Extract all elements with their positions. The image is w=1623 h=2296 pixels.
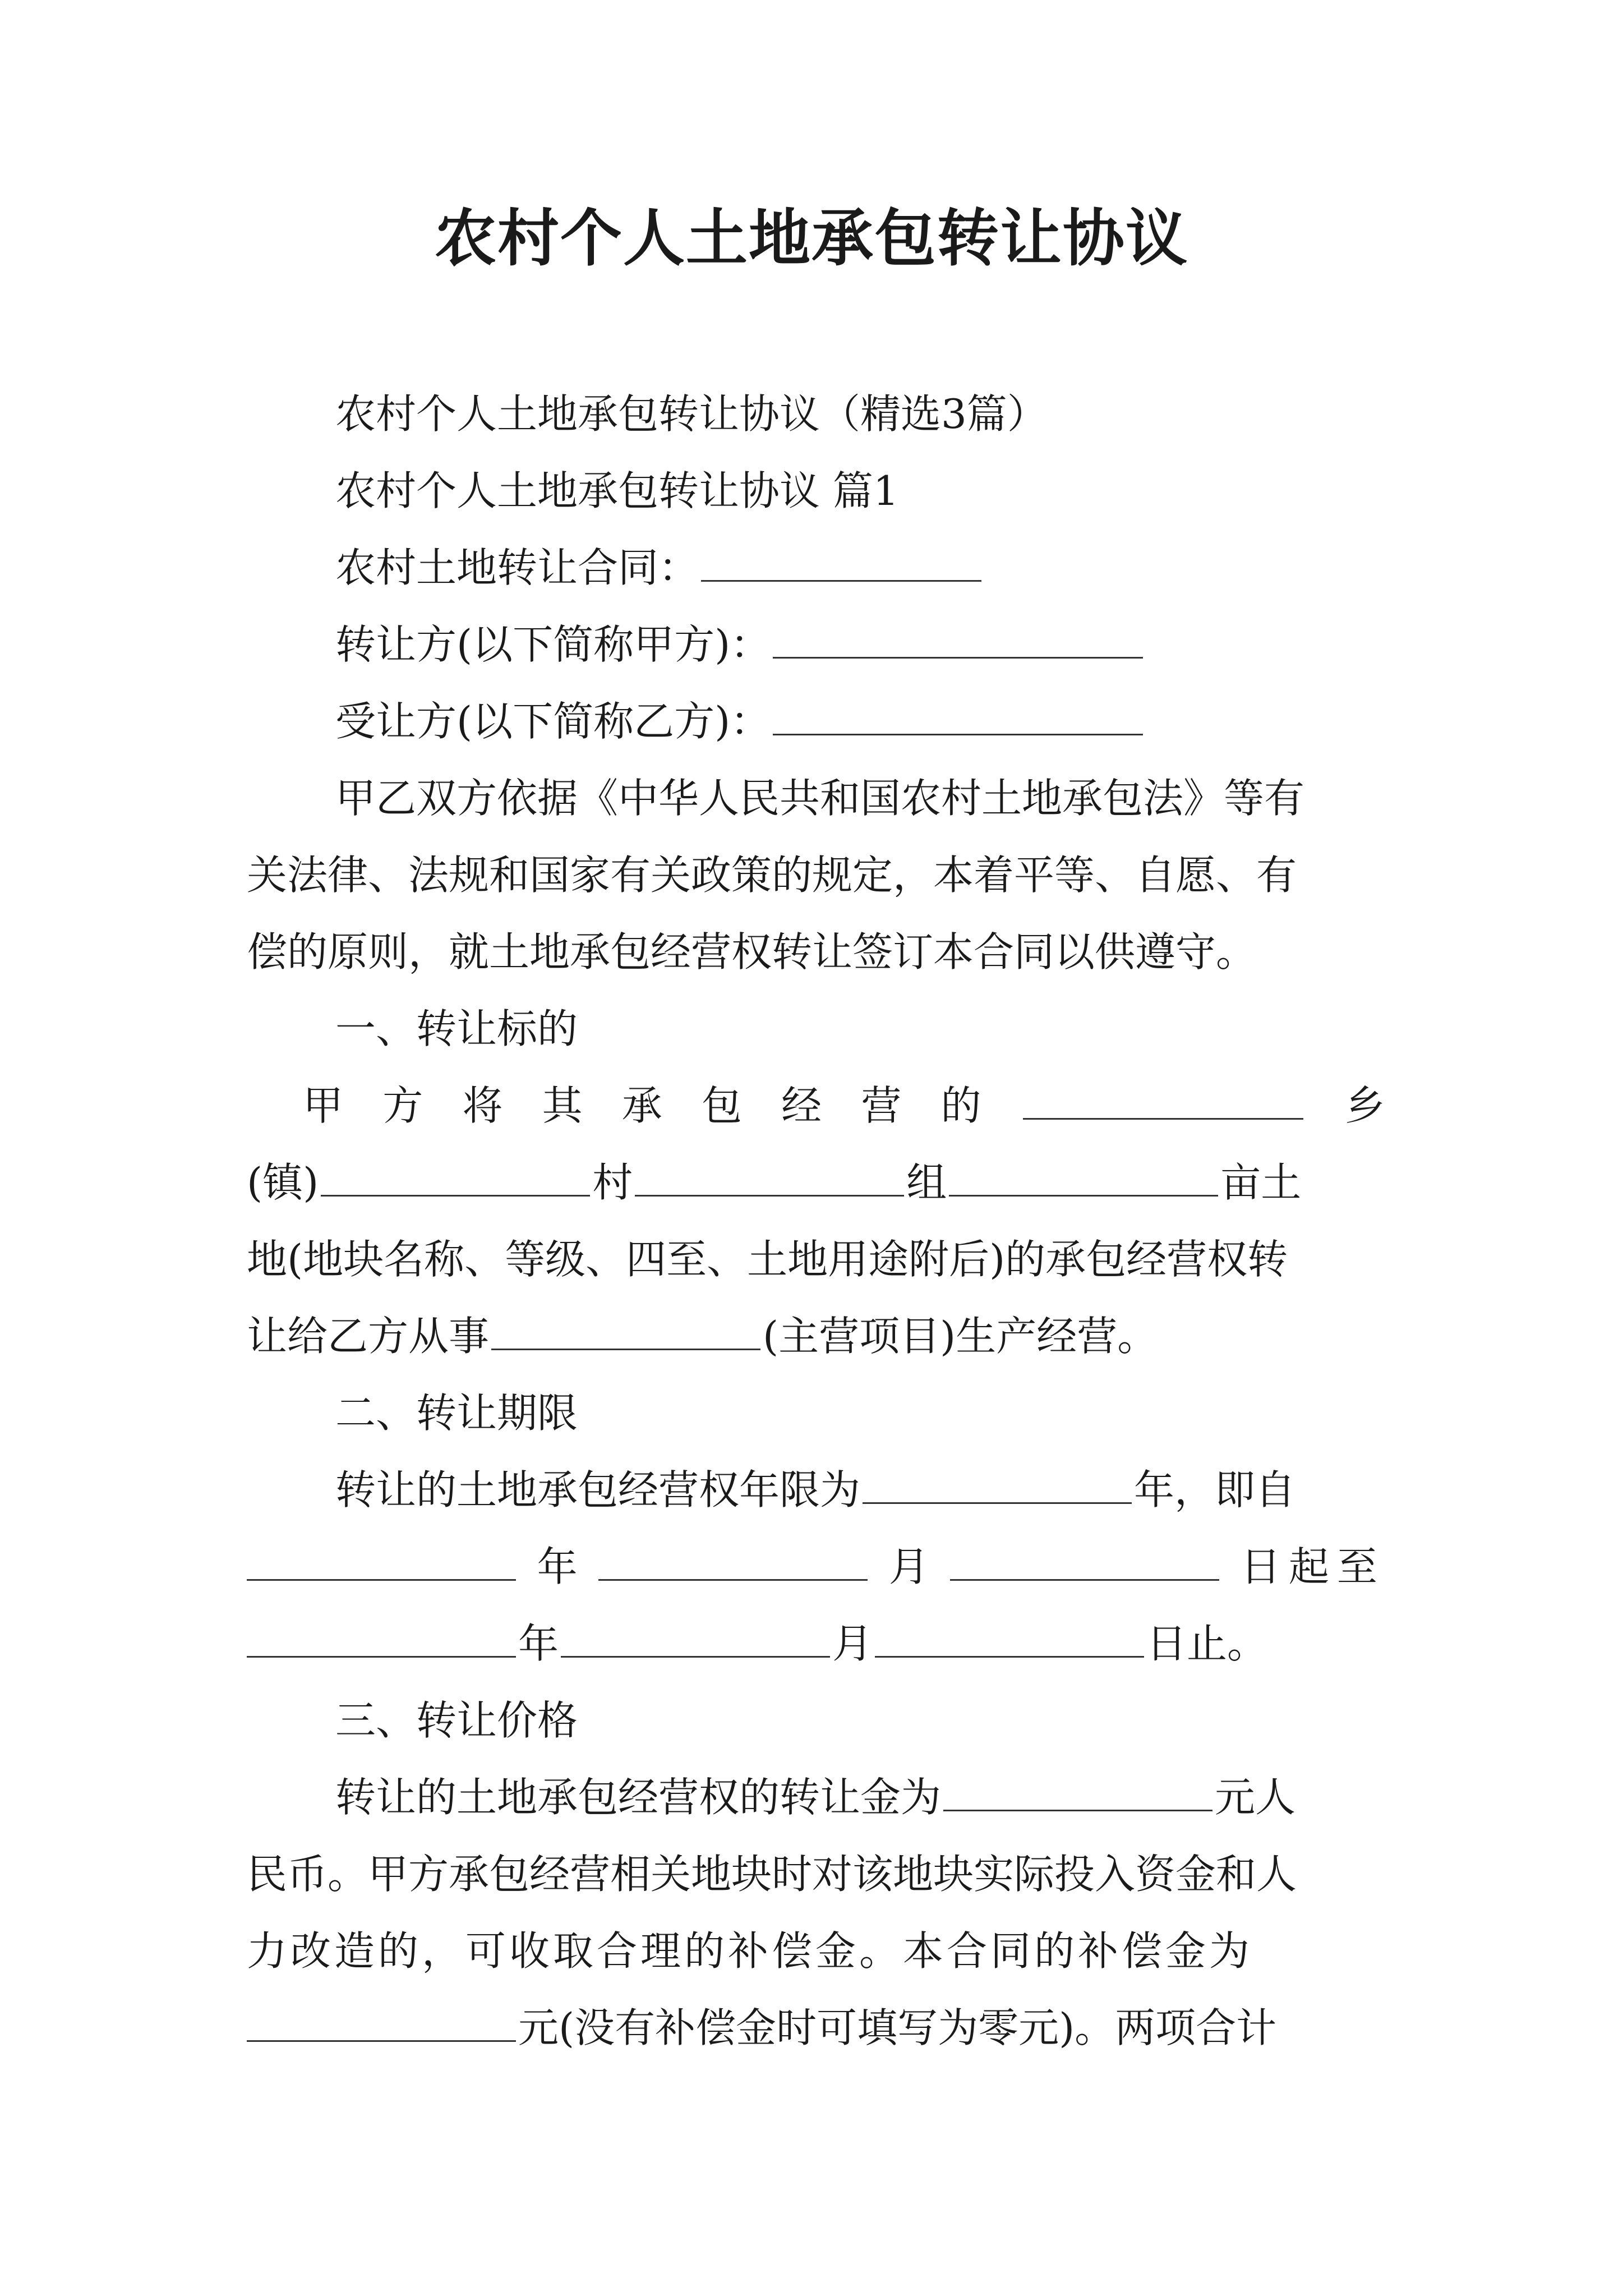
section1-line-4 xyxy=(247,1298,1385,1375)
start-day-blank xyxy=(950,1543,1219,1581)
price-blank xyxy=(943,1774,1212,1811)
end-year-blank xyxy=(247,1620,516,1658)
term-label: 转让的土地承包经营权年限为 xyxy=(335,1466,861,1513)
section1-line-1 xyxy=(247,1068,1385,1144)
s1-char: 将 xyxy=(462,1082,503,1129)
document-body xyxy=(247,376,1385,2067)
end-day-label: 日止。 xyxy=(1146,1620,1268,1667)
term-from-label: 年，即自 xyxy=(1134,1466,1296,1513)
document-title: 农村个人土地承包转让协议 xyxy=(435,202,1188,274)
s1-char: 营 xyxy=(861,1082,902,1129)
s1-char: 方 xyxy=(382,1082,423,1129)
section3-line-3: 力改造的，可收取合理的补偿金。本合同的补偿金为 xyxy=(247,1927,1253,1975)
village-blank xyxy=(635,1159,904,1197)
price-label: 转让的土地承包经营权的转让金为 xyxy=(335,1774,942,1821)
s1-char: 其 xyxy=(542,1082,583,1129)
compensation-label: 元(没有补偿金时可填写为零元)。两项合计 xyxy=(518,2004,1277,2051)
area-blank xyxy=(949,1159,1218,1197)
village-label: 村 xyxy=(592,1159,633,1206)
contract-label: 农村土地转让合同： xyxy=(335,544,699,591)
engage-label: 让给乙方从事 xyxy=(247,1313,490,1360)
s1-char: 的 xyxy=(940,1082,981,1129)
end-month-blank xyxy=(561,1620,830,1658)
s1-char: 经 xyxy=(781,1082,822,1129)
intro-line-3: 偿的原则，就土地承包经营权转让签订本合同以供遵守。 xyxy=(247,928,1257,976)
section3-line-1 xyxy=(247,1759,1385,1836)
contract-name-blank xyxy=(701,544,981,582)
section2-line-1 xyxy=(247,1452,1385,1529)
s1-char: 承 xyxy=(621,1082,662,1129)
project-label: (主营项目)生产经营。 xyxy=(763,1313,1158,1360)
s1-char: 甲 xyxy=(303,1082,344,1129)
price-unit-label: 元人 xyxy=(1215,1774,1296,1821)
group-label: 组 xyxy=(906,1159,947,1206)
start-day-label: 日起至 xyxy=(1240,1543,1385,1590)
section3-line-4 xyxy=(247,1990,1385,2067)
mu-label: 亩土 xyxy=(1220,1159,1302,1206)
section1-line-2 xyxy=(247,1144,1385,1221)
subtitle-collection: 农村个人土地承包转让协议（精选3篇） xyxy=(335,390,1048,438)
section1-heading: 一、转让标的 xyxy=(335,1005,578,1052)
intro-line-1: 甲乙双方依据《中华人民共和国农村土地承包法》等有 xyxy=(335,775,1305,822)
term-years-blank xyxy=(863,1466,1132,1504)
town-label: (镇) xyxy=(247,1159,319,1206)
transferee-label: 受让方(以下简称乙方)： xyxy=(335,698,771,745)
s1-char: 包 xyxy=(701,1082,742,1129)
end-day-blank xyxy=(875,1620,1144,1658)
compensation-blank xyxy=(247,2004,516,2042)
intro-line-2: 关法律、法规和国家有关政策的规定，本着平等、自愿、有 xyxy=(247,852,1297,899)
section2-heading: 二、转让期限 xyxy=(335,1389,578,1437)
start-month-label: 月 xyxy=(888,1543,929,1590)
start-year-blank xyxy=(247,1543,516,1581)
end-year-label: 年 xyxy=(518,1620,559,1667)
section2-line-3 xyxy=(247,1605,1385,1682)
town-blank xyxy=(321,1159,590,1197)
transferee-blank xyxy=(773,698,1143,735)
township-blank xyxy=(1023,1082,1303,1120)
subtitle-part: 农村个人土地承包转让协议 篇1 xyxy=(335,467,899,514)
project-blank xyxy=(491,1313,760,1350)
transferor-line xyxy=(247,606,1385,683)
section3-heading: 三、转让价格 xyxy=(335,1697,578,1744)
transferor-blank xyxy=(773,621,1143,659)
end-month-label: 月 xyxy=(832,1620,873,1667)
section3-line-2: 民币。甲方承包经营相关地块时对该地块实际投入资金和人 xyxy=(247,1851,1297,1898)
s1-line1-end: 乡 xyxy=(1344,1082,1385,1129)
transferor-label: 转让方(以下简称甲方)： xyxy=(335,621,771,668)
contract-name-line xyxy=(247,530,1385,606)
section2-line-2 xyxy=(247,1529,1385,1605)
transferee-line xyxy=(247,683,1385,760)
start-year-label: 年 xyxy=(537,1543,578,1590)
start-month-blank xyxy=(598,1543,868,1581)
section1-line-3: 地(地块名称、等级、四至、土地用途附后)的承包经营权转 xyxy=(247,1236,1288,1283)
